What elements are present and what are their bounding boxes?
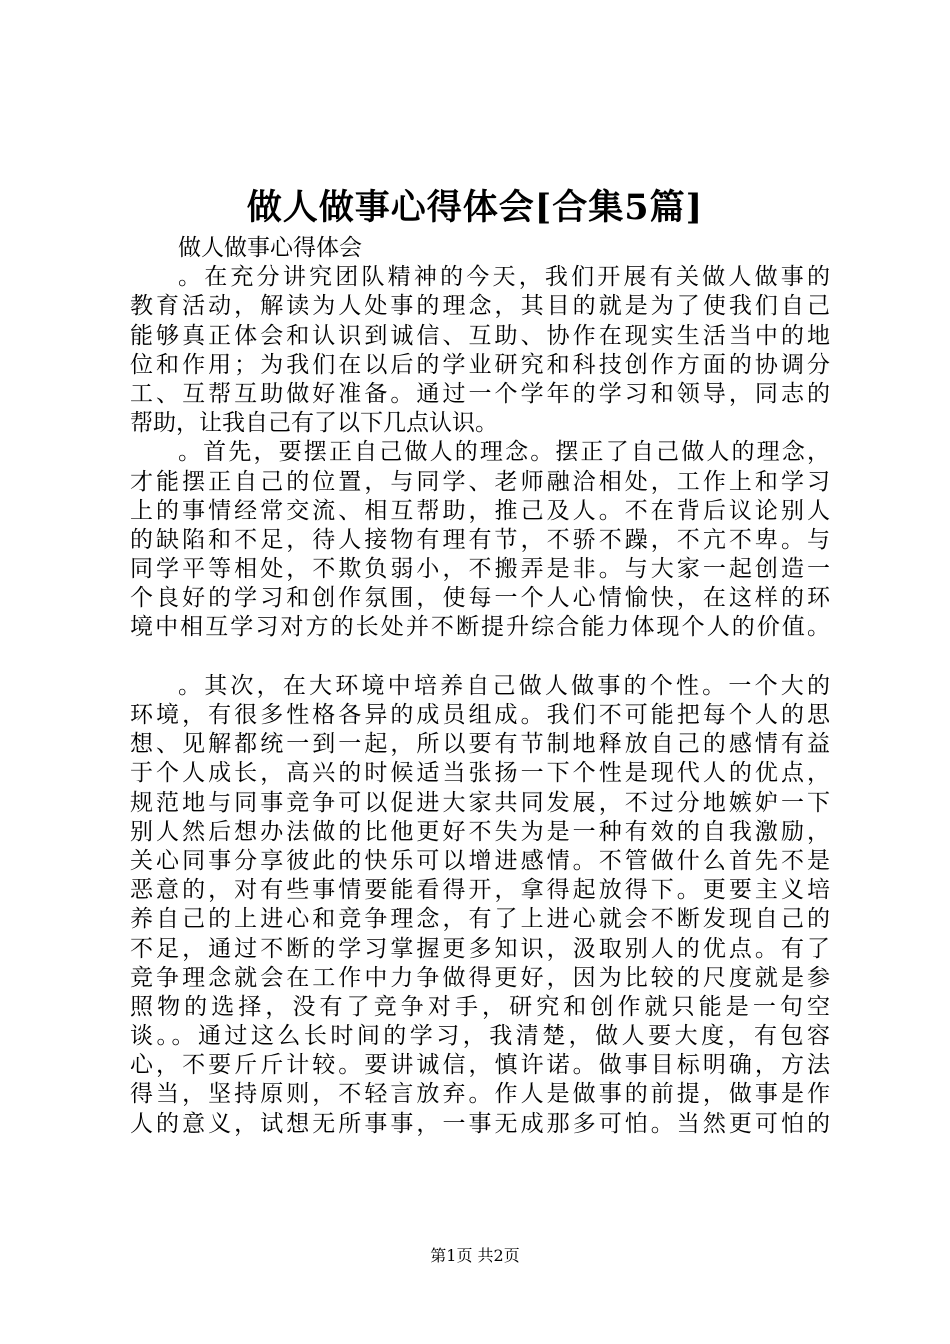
paragraph-line: 上的事情经常交流、相互帮助，推己及人。不在背后议论别人 <box>130 497 830 524</box>
paragraph-spacer <box>130 643 830 672</box>
paragraph-line: 竞争理念就会在工作中力争做得更好，因为比较的尺度就是参 <box>130 964 830 991</box>
paragraph-line: 。首先，要摆正自己做人的理念。摆正了自己做人的理念， <box>178 439 830 466</box>
document-body <box>130 234 830 1139</box>
document-subtitle: 做人做事心得体会 <box>178 235 362 261</box>
paragraph-line: 位和作用；为我们在以后的学业研究和科技创作方面的协调分 <box>130 351 830 378</box>
paragraph-line: 才能摆正自己的位置，与同学、老师融洽相处，工作上和学习 <box>130 468 830 495</box>
paragraph-line: 工、互帮互助做好准备。通过一个学年的学习和领导，同志的 <box>130 380 830 407</box>
paragraph-line: 规范地与同事竞争可以促进大家共同发展，不过分地嫉妒一下 <box>130 789 830 816</box>
paragraph-line: 恶意的，对有些事情要能看得开，拿得起放得下。更要主义培 <box>130 877 830 904</box>
paragraph-line: 照物的选择，没有了竞争对手，研究和创作就只能是一句空 <box>130 993 830 1020</box>
page-number-footer: 第1页 共2页 <box>430 1246 520 1265</box>
document-title: 做人做事心得体会[合集5篇] <box>246 187 704 228</box>
paragraph-line: 教育活动，解读为人处事的理念，其目的就是为了使我们自己 <box>130 293 830 320</box>
paragraph-line: 于个人成长，高兴的时候适当张扬一下个性是现代人的优点， <box>130 760 830 787</box>
paragraph-line: 。其次，在大环境中培养自己做人做事的个性。一个大的 <box>178 672 830 699</box>
paragraph-line: 境中相互学习对方的长处并不断提升综合能力体现个人的价值。 <box>130 614 830 641</box>
paragraph-line: 的缺陷和不足，待人接物有理有节，不骄不躁，不亢不卑。与 <box>130 526 830 553</box>
paragraph-line: 养自己的上进心和竞争理念，有了上进心就会不断发现自己的 <box>130 906 830 933</box>
paragraph-line: 能够真正体会和认识到诚信、互助、协作在现实生活当中的地 <box>130 322 830 349</box>
paragraph-line: 环境，有很多性格各异的成员组成。我们不可能把每个人的思 <box>130 702 830 728</box>
paragraph-line: 想、见解都统一到一起，所以要有节制地释放自己的感情有益 <box>130 731 830 758</box>
paragraph-line: 帮助，让我自己有了以下几点认识。 <box>130 410 498 437</box>
paragraph-line: 不足，通过不断的学习掌握更多知识，汲取别人的优点。有了 <box>130 935 830 962</box>
paragraph-line: 别人然后想办法做的比他更好不失为是一种有效的自我激励， <box>130 818 830 845</box>
paragraph-line: 谈。。通过这么长时间的学习，我清楚，做人要大度，有包容 <box>130 1023 830 1050</box>
paragraph-line: 同学平等相处，不欺负弱小，不搬弄是非。与大家一起创造一 <box>130 556 830 583</box>
paragraph-line: 人的意义，试想无所事事，一事无成那多可怕。当然更可怕的 <box>130 1110 830 1137</box>
paragraph-line: 个良好的学习和创作氛围，使每一个人心情愉快，在这样的环 <box>130 585 830 612</box>
paragraph-line: 得当，坚持原则，不轻言放弃。作人是做事的前提，做事是作 <box>130 1081 830 1108</box>
paragraph-line: 关心同事分享彼此的快乐可以增进感情。不管做什么首先不是 <box>130 847 830 874</box>
paragraph-line: 心，不要斤斤计较。要讲诚信，慎许诺。做事目标明确，方法 <box>130 1052 830 1079</box>
paragraph-line: 。在充分讲究团队精神的今天，我们开展有关做人做事的 <box>178 264 830 291</box>
